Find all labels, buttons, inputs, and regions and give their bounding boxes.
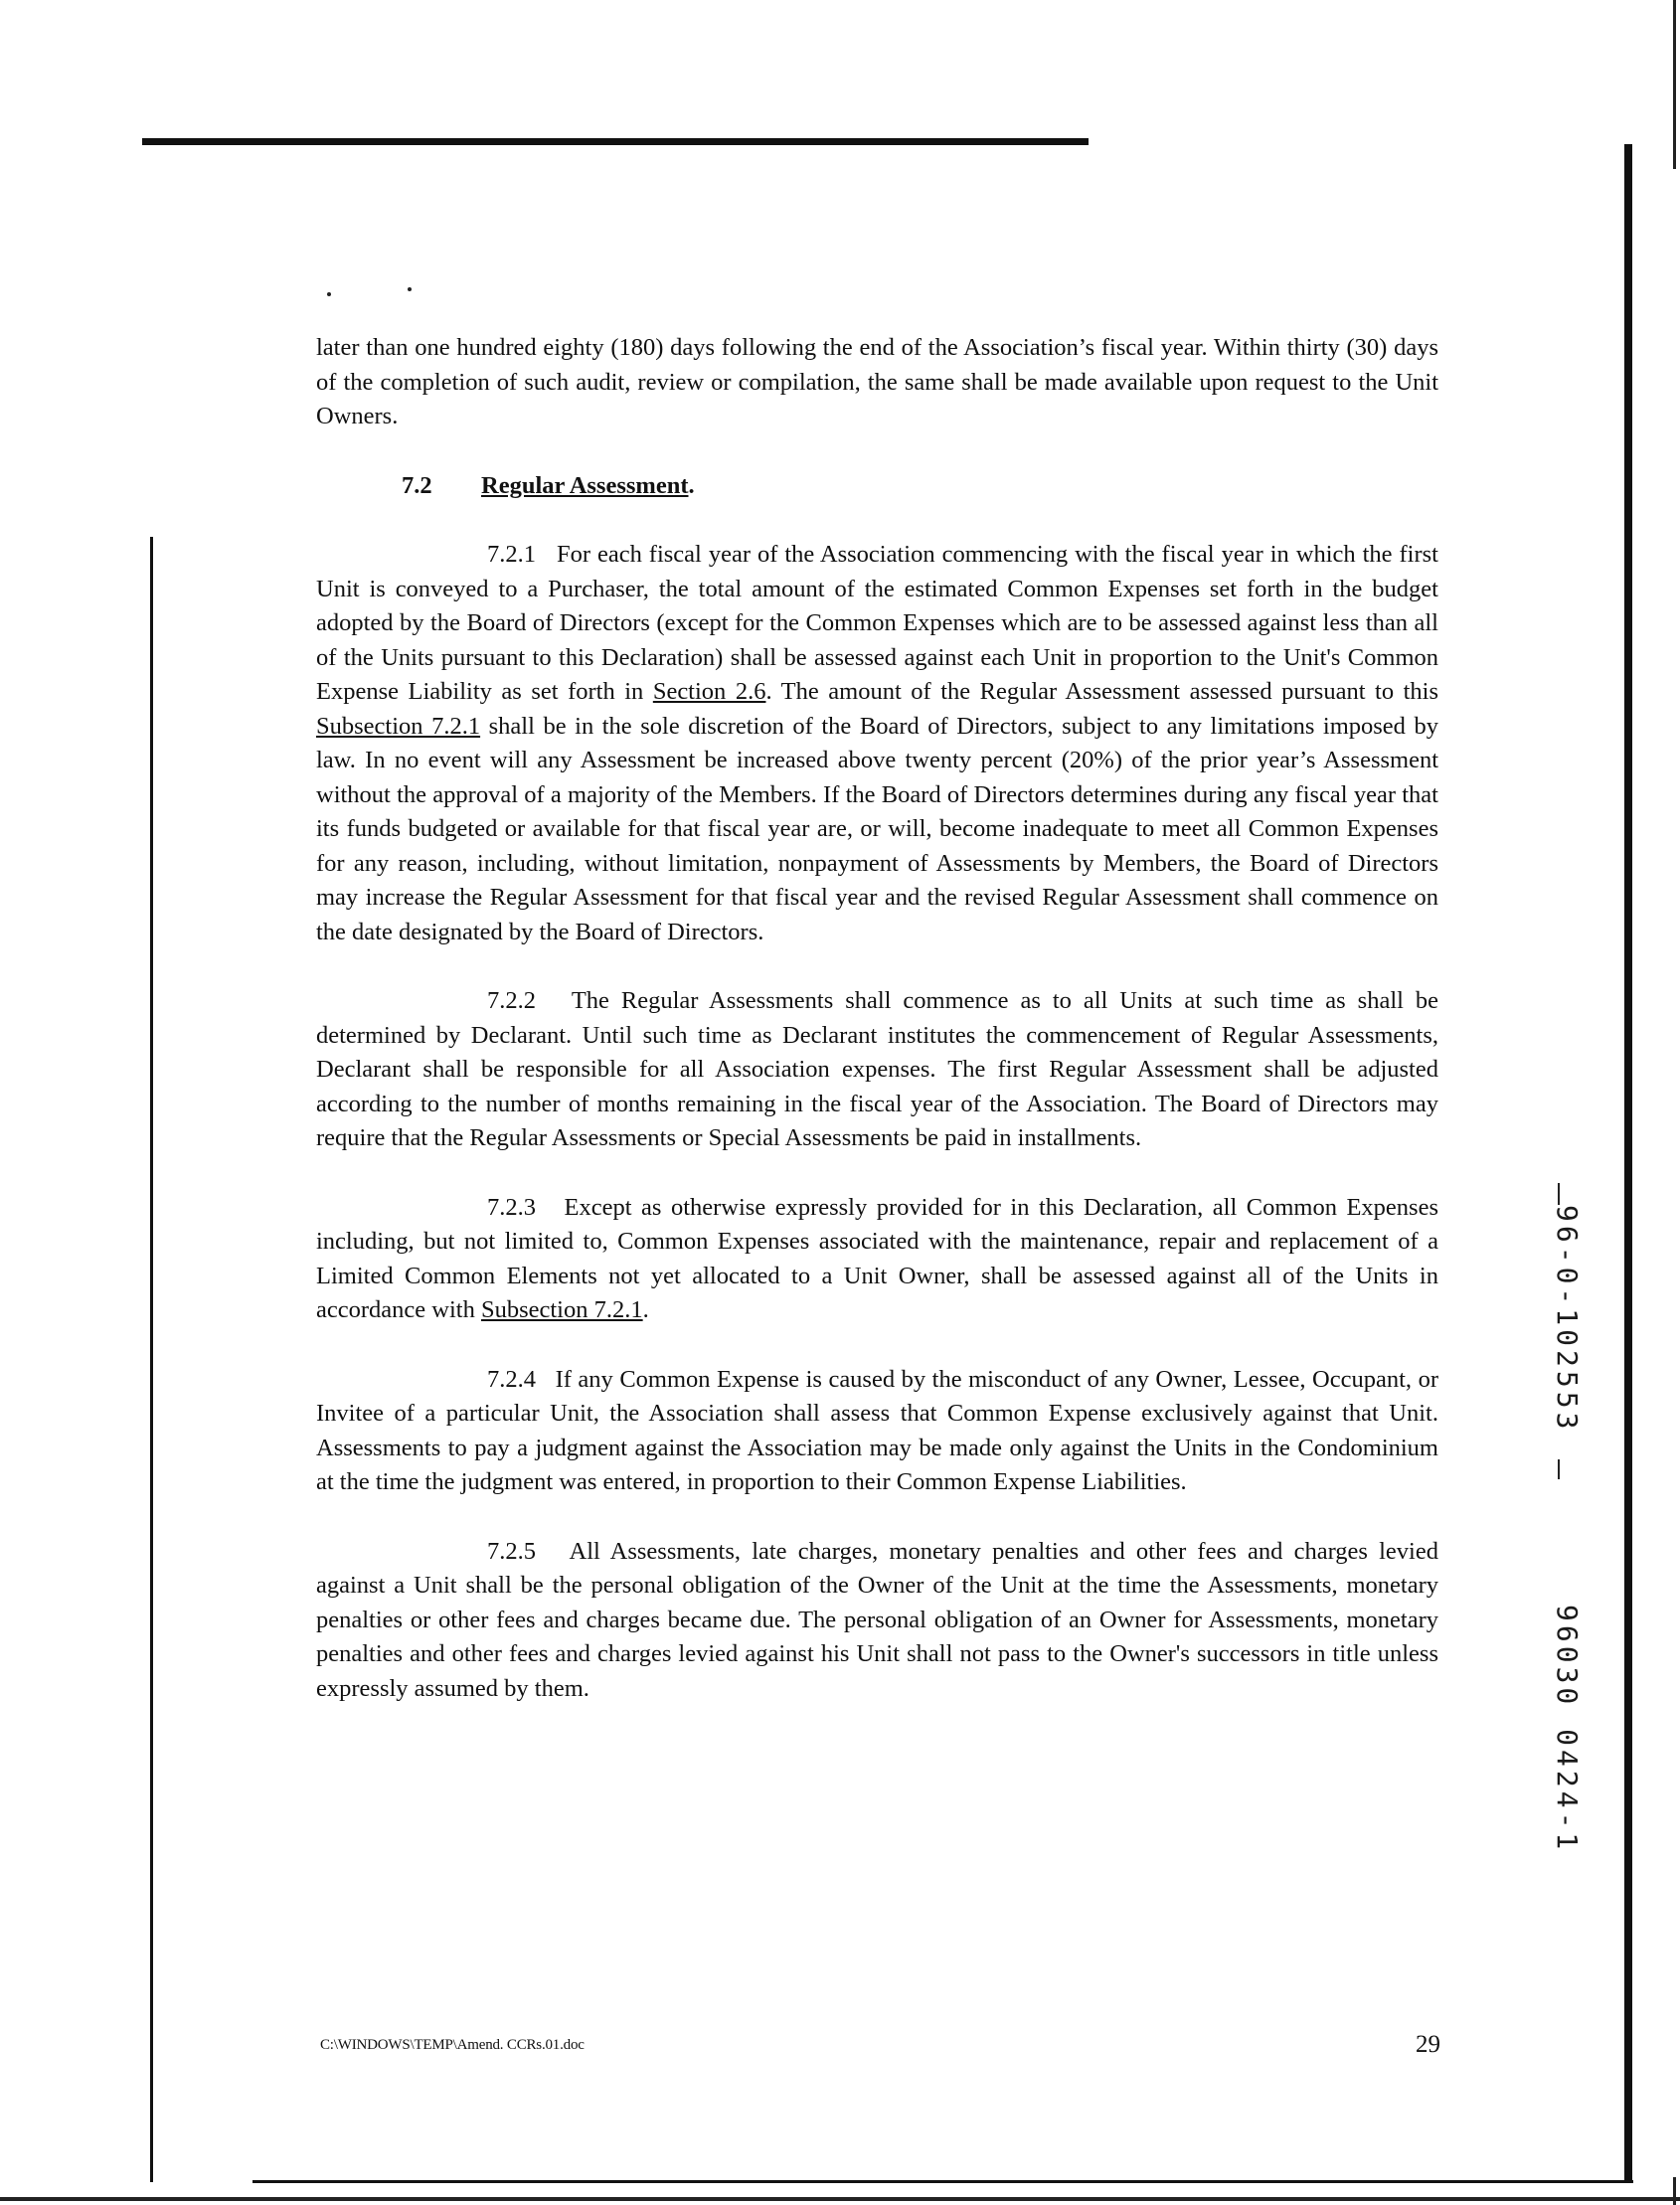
recording-stamp-2: 96030 0424-1 bbox=[1551, 1605, 1584, 1854]
paragraph-number: 7.2.1 bbox=[487, 541, 536, 568]
footer-file-path: C:\WINDOWS\TEMP\Amend. CCRs.01.doc bbox=[320, 2037, 585, 2053]
paragraph-number: 7.2.3 bbox=[487, 1193, 536, 1221]
paragraph-7-2-4: 7.2.4 If any Common Expense is caused by the misconduct of any Owner, Lessee, Occupant, or Invitee of a particular Unit, the Association shall assess that Common Expense exclusively against that Unit. Assessments to pay a judgment against the Association may be made only against the Units in the Condominium at the time the judgment was entered, in proportion to their Common Expense Liabilities. bbox=[316, 1365, 1438, 1495]
paragraph-7-2-2: 7.2.2 The Regular Assessments shall commence as to all Units at such time as shall be determined by Declarant. Until such time as Declarant institutes the commencement of Regular Assessments, Declarant shall be responsible for all Association expenses. The first Regular Assessment shall be adjusted according to the number of months remaining in the fiscal year of the Association. The Board of Directors may require that the Regular Assessments or Special Assessments be paid in installments. bbox=[316, 987, 1438, 1151]
document-body bbox=[316, 331, 1438, 1706]
paragraph-7-2-3: 7.2.3 Except as otherwise expressly provided for in this Declaration, all Common Expenses including, but not limited to, Common Expenses associated with the maintenance, repair and replacement of a Limited Common Elements not yet allocated to a Unit Owner, shall be assessed against all of the Units in accordance with Subsection 7.2.1. bbox=[316, 1193, 1438, 1323]
right-margin-bar bbox=[1624, 144, 1632, 2182]
paragraph-number: 7.2.5 bbox=[487, 1537, 536, 1565]
section-title-period: . bbox=[688, 471, 695, 499]
stamp-tick bbox=[1558, 1183, 1560, 1205]
paragraph-7-2-1: 7.2.1 For each fiscal year of the Association commencing with the fiscal year in which the first Unit is conveyed to a Purchaser, the total amount of the estimated Common Expenses set forth in the budget adopted by the Board of Directors (except for the Common Expenses which are to be assessed against less than all of the Units pursuant to this Declaration) shall be assessed against each Unit in proportion to the Unit's Common Expense Liability as set forth in Section 2.6. The amount of the Regular Assessment assessed pursuant to this Subsection 7.2.1 shall be in the sole discretion of the Board of Directors, subject to any limitations imposed by law. In no event will any Assessment be increased above twenty percent (20%) of the prior year’s Assessment without the approval of a majority of the Members. If the Board of Directors determines during any fiscal year that its funds budgeted or available for that fiscal year are, or will, become inadequate to meet all Common Expenses for any reason, including, without limitation, nonpayment of Assessments by Members, the Board of Directors may increase the Regular Assessment for that fiscal year and the revised Regular Assessment shall commence on the date designated by the Board of Directors. bbox=[316, 541, 1438, 945]
paragraph-7-2-5: 7.2.5 All Assessments, late charges, monetary penalties and other fees and charges levied against a Unit shall be the personal obligation of the Owner of the Unit at the time the Assessments, monetary penalties or other fees and charges became due. The personal obligation of an Owner for Assessments, monetary penalties and other fees and charges levied against his Unit shall not pass to the Owner's successors in title unless expressly assumed by them. bbox=[316, 1537, 1438, 1702]
scan-speck bbox=[408, 287, 412, 291]
cross-reference: Subsection 7.2.1 bbox=[316, 712, 481, 740]
section-title: Regular Assessment bbox=[481, 471, 689, 499]
paragraph-number: 7.2.4 bbox=[487, 1365, 536, 1393]
stamp-tick bbox=[1558, 1459, 1560, 1479]
scan-edge-mark bbox=[1673, 0, 1676, 169]
cross-reference: Subsection 7.2.1 bbox=[480, 1296, 643, 1323]
section-heading bbox=[316, 469, 1438, 504]
paragraph-number: 7.2.2 bbox=[487, 987, 536, 1014]
left-margin-bar bbox=[150, 537, 153, 2182]
scan-edge-bottom bbox=[0, 2197, 1680, 2201]
cross-reference: Section 2.6 bbox=[652, 678, 766, 705]
scan-speck bbox=[327, 292, 331, 296]
page-number: 29 bbox=[1416, 2031, 1440, 2058]
section-number: 7.2 bbox=[402, 471, 432, 499]
opening-paragraph: later than one hundred eighty (180) days following the end of the Association’s fiscal year. Within thirty (30) days of the completion of such audit, review or compilation, the same shall be made available upon request to the Unit Owners. bbox=[316, 334, 1438, 429]
top-rule bbox=[142, 138, 1089, 145]
bottom-rule bbox=[252, 2180, 1633, 2183]
recording-stamp-1: 96-0-102553 bbox=[1551, 1205, 1584, 1434]
